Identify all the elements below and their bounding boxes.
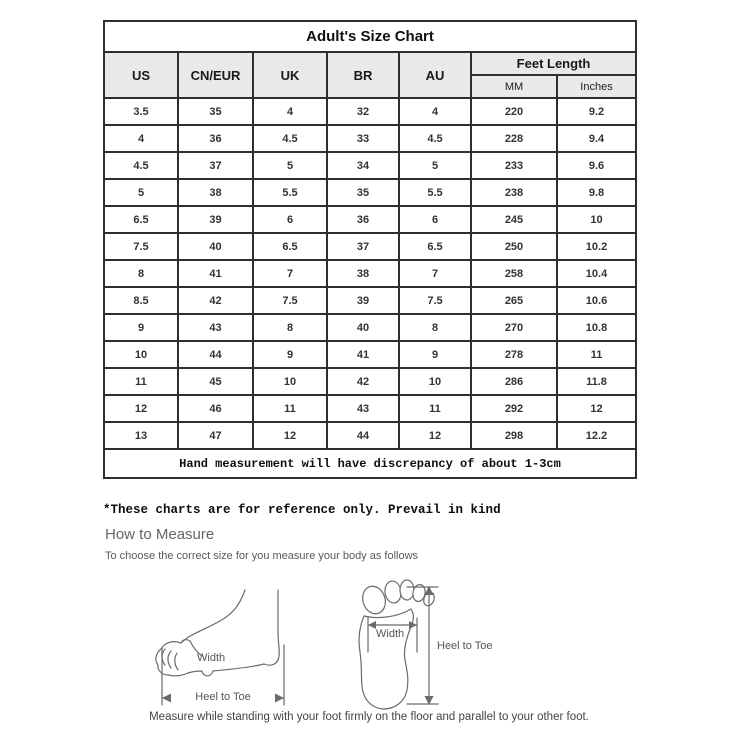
- measure-instruction-caption: Measure while standing with your foot firmly on the floor and parallel to your other foot.: [149, 711, 589, 723]
- table-title-row: [104, 21, 636, 52]
- size-cell: 238: [471, 179, 557, 206]
- size-cell: 6.5: [399, 233, 471, 260]
- size-cell: 7.5: [399, 287, 471, 314]
- size-cell: 270: [471, 314, 557, 341]
- size-cell: 43: [178, 314, 253, 341]
- size-cell: 39: [178, 206, 253, 233]
- size-cell: 42: [327, 368, 399, 395]
- table-title: Adult's Size Chart: [104, 21, 636, 52]
- sole-view-width-label: Width: [376, 628, 405, 640]
- size-cell: 10: [253, 368, 327, 395]
- size-cell: 7.5: [104, 233, 178, 260]
- size-cell: 292: [471, 395, 557, 422]
- size-cell: 12: [399, 422, 471, 449]
- measurement-discrepancy-note: Hand measurement will have discrepancy of about 1-3cm: [104, 449, 636, 478]
- size-row: [104, 341, 636, 368]
- size-cell: 298: [471, 422, 557, 449]
- size-cell: 35: [178, 98, 253, 125]
- size-cell: 8: [253, 314, 327, 341]
- size-cell: 35: [327, 179, 399, 206]
- size-cell: 41: [327, 341, 399, 368]
- table-footnote-row: [104, 449, 636, 478]
- size-row: [104, 98, 636, 125]
- size-cell: 5.5: [399, 179, 471, 206]
- size-cell: 11.8: [557, 368, 636, 395]
- size-cell: 5.5: [253, 179, 327, 206]
- size-cell: 7: [253, 260, 327, 287]
- size-cell: 6: [399, 206, 471, 233]
- size-cell: 258: [471, 260, 557, 287]
- size-cell: 47: [178, 422, 253, 449]
- size-cell: 38: [178, 179, 253, 206]
- size-cell: 44: [327, 422, 399, 449]
- size-cell: 12.2: [557, 422, 636, 449]
- size-cell: 32: [327, 98, 399, 125]
- size-row: [104, 395, 636, 422]
- size-cell: 41: [178, 260, 253, 287]
- size-cell: 5: [399, 152, 471, 179]
- size-cell: 6.5: [253, 233, 327, 260]
- size-cell: 228: [471, 125, 557, 152]
- column-header-cn-eur: CN/EUR: [178, 52, 253, 98]
- how-to-measure-intro: To choose the correct size for you measure your body as follows: [105, 550, 419, 562]
- size-cell: 40: [178, 233, 253, 260]
- column-header-au: AU: [399, 52, 471, 98]
- size-cell: 233: [471, 152, 557, 179]
- size-row: [104, 287, 636, 314]
- size-cell: 9: [399, 341, 471, 368]
- size-cell: 46: [178, 395, 253, 422]
- how-to-measure-heading: How to Measure: [105, 526, 215, 543]
- size-cell: 6: [253, 206, 327, 233]
- size-cell: 4.5: [253, 125, 327, 152]
- size-cell: 11: [253, 395, 327, 422]
- size-cell: 36: [327, 206, 399, 233]
- size-cell: 3.5: [104, 98, 178, 125]
- reference-note: *These charts are for reference only. Prevail in kind: [103, 503, 501, 517]
- size-cell: 9: [253, 341, 327, 368]
- column-header-feet-length: Feet Length: [471, 52, 636, 75]
- size-cell: 265: [471, 287, 557, 314]
- size-cell: 6.5: [104, 206, 178, 233]
- size-cell: 11: [399, 395, 471, 422]
- size-cell: 278: [471, 341, 557, 368]
- size-cell: 33: [327, 125, 399, 152]
- size-cell: 43: [327, 395, 399, 422]
- size-cell: 40: [327, 314, 399, 341]
- size-row: [104, 152, 636, 179]
- size-row: [104, 233, 636, 260]
- size-cell: 4.5: [399, 125, 471, 152]
- size-row: [104, 368, 636, 395]
- size-row: [104, 314, 636, 341]
- size-row: [104, 206, 636, 233]
- column-header-uk: UK: [253, 52, 327, 98]
- size-row: [104, 260, 636, 287]
- size-cell: 9: [104, 314, 178, 341]
- sole-view-heel-to-toe-label: Heel to Toe: [437, 640, 493, 652]
- table-header-row: [104, 52, 636, 75]
- size-cell: 8: [104, 260, 178, 287]
- size-cell: 12: [104, 395, 178, 422]
- size-cell: 11: [104, 368, 178, 395]
- column-header-us: US: [104, 52, 178, 98]
- size-cell: 9.6: [557, 152, 636, 179]
- size-cell: 11: [557, 341, 636, 368]
- size-chart-table: [103, 20, 637, 479]
- size-cell: 8: [399, 314, 471, 341]
- column-header-mm: MM: [471, 75, 557, 98]
- size-cell: 250: [471, 233, 557, 260]
- size-cell: 45: [178, 368, 253, 395]
- size-cell: 5: [253, 152, 327, 179]
- size-cell: 286: [471, 368, 557, 395]
- side-view-width-label: Width: [197, 652, 226, 664]
- size-cell: 42: [178, 287, 253, 314]
- side-view-heel-to-toe-label: Heel to Toe: [171, 691, 275, 704]
- size-cell: 36: [178, 125, 253, 152]
- size-cell: 8.5: [104, 287, 178, 314]
- size-row: [104, 422, 636, 449]
- size-cell: 220: [471, 98, 557, 125]
- size-cell: 13: [104, 422, 178, 449]
- size-cell: 4: [399, 98, 471, 125]
- size-cell: 9.2: [557, 98, 636, 125]
- size-table-body: [104, 98, 636, 449]
- size-cell: 12: [253, 422, 327, 449]
- size-cell: 12: [557, 395, 636, 422]
- size-cell: 7.5: [253, 287, 327, 314]
- size-cell: 10: [399, 368, 471, 395]
- size-cell: 245: [471, 206, 557, 233]
- size-cell: 9.4: [557, 125, 636, 152]
- size-cell: 37: [178, 152, 253, 179]
- size-cell: 44: [178, 341, 253, 368]
- size-cell: 10.4: [557, 260, 636, 287]
- size-cell: 10.6: [557, 287, 636, 314]
- size-cell: 38: [327, 260, 399, 287]
- size-cell: 34: [327, 152, 399, 179]
- size-row: [104, 179, 636, 206]
- size-cell: 7: [399, 260, 471, 287]
- size-cell: 5: [104, 179, 178, 206]
- column-header-inches: Inches: [557, 75, 636, 98]
- size-cell: 10.2: [557, 233, 636, 260]
- size-cell: 10.8: [557, 314, 636, 341]
- size-cell: 9.8: [557, 179, 636, 206]
- size-cell: 10: [104, 341, 178, 368]
- size-cell: 4.5: [104, 152, 178, 179]
- size-row: [104, 125, 636, 152]
- column-header-br: BR: [327, 52, 399, 98]
- size-cell: 39: [327, 287, 399, 314]
- size-cell: 10: [557, 206, 636, 233]
- size-cell: 4: [253, 98, 327, 125]
- size-cell: 37: [327, 233, 399, 260]
- size-cell: 4: [104, 125, 178, 152]
